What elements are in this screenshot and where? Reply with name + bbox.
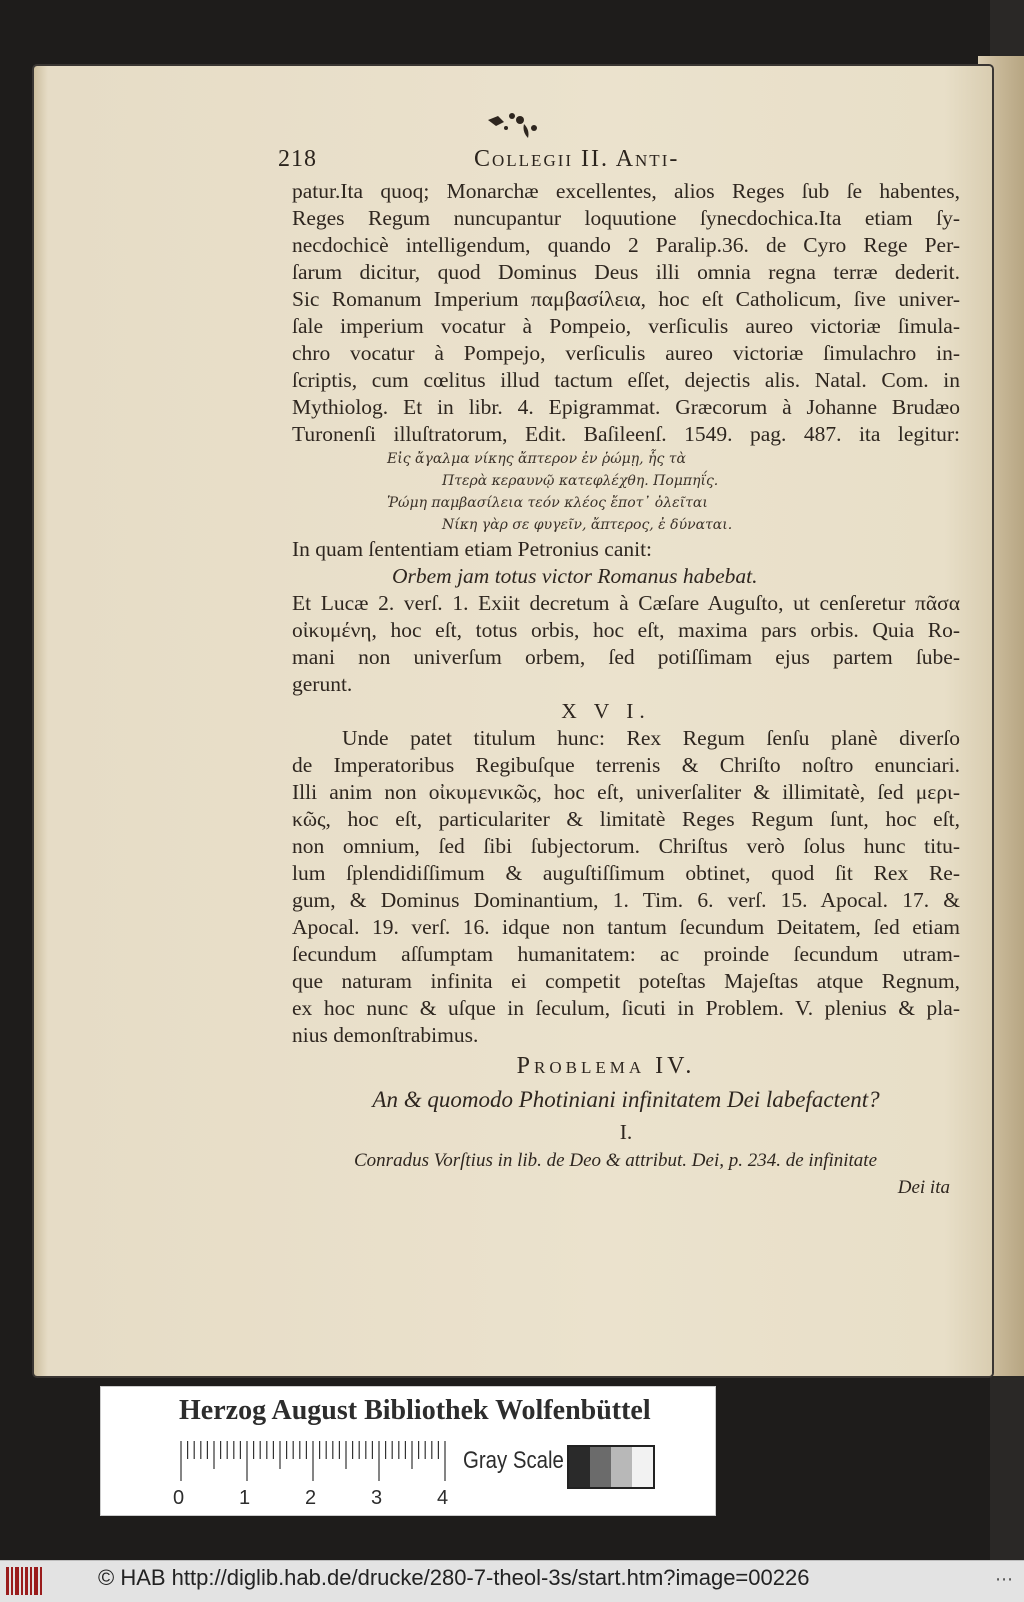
greek-verse-line: Πτερὰ κεραυνῷ κατεφλέχθη. Πομπηΐς.	[442, 473, 719, 489]
text-line: patur.Ita quoq; Monarchæ excellentes, alios Reges ſub ſe habentes,	[292, 179, 960, 203]
text-line: Unde patet titulum hunc: Rex Regum ſenſu planè diverſo	[342, 726, 960, 750]
greek-verse-line: Νίκη γὰρ σε φυγεῖν, ἄπτερος, ἐ δύναται.	[442, 517, 733, 533]
ruler-label: 3	[371, 1487, 383, 1509]
problem-number: I.	[619, 1120, 633, 1144]
text-line: ſecundum aſſumptam humanitatem: ac proinde ſecundum utram-	[292, 942, 960, 966]
body-text	[292, 178, 960, 1201]
text-line: necdochicè intelligendum, quando 2 Paralip.36. de Cyro Rege Per-	[292, 233, 960, 257]
viewer-footer	[0, 1560, 1024, 1602]
gray-swatch	[590, 1447, 611, 1487]
greek-verse-line: Εἰς ἄγαλμα νίκης ἄπτερον ἐν ῥώμῃ, ἧς τὰ	[387, 451, 686, 467]
ruler-label: 2	[305, 1487, 317, 1509]
page-header	[278, 146, 798, 178]
source-url[interactable]: © HAB http://diglib.hab.de/drucke/280-7-theol-3s/start.htm?image=00226	[98, 1565, 810, 1590]
text-line: lum ſplendidiſſimum & auguſtiſſimum obtinet, quod ſit Rex Re-	[292, 861, 960, 885]
text-line: Reges Regum nuncupantur loquutione ſynecdochica.Ita etiam ſy-	[292, 206, 960, 230]
page-number: 218	[278, 146, 317, 172]
text-line: nius demonſtrabimus.	[292, 1023, 479, 1047]
running-title: Collegii II. Anti-	[474, 146, 680, 172]
color-scale-card	[100, 1386, 716, 1516]
gray-swatches	[567, 1445, 655, 1489]
text-line: Turonenſi illuſtratorum, Edit. Baſileenſ. 1549. pag. 487. ita legitur:	[292, 422, 960, 446]
ruler-label: 4	[437, 1487, 449, 1509]
problem-question: An & quomodo Photiniani infinitatem Dei labefactent?	[372, 1087, 880, 1112]
more-icon[interactable]: ⋯	[995, 1569, 1014, 1590]
gray-swatch	[569, 1447, 590, 1487]
text-line: Sic Romanum Imperium παμβασίλεια, hoc eſt Catholicum, ſive univer-	[292, 287, 960, 311]
text-line: ſale imperium vocatur à Pompeio, verſiculis aureo victoriæ ſimula-	[292, 314, 960, 338]
catchword: Dei ita	[897, 1177, 950, 1198]
text-line: Et Lucæ 2. verſ. 1. Exiit decretum à Cæſare Auguſto, ut cenſeretur πᾶσα	[292, 591, 960, 615]
ruler-label: 0	[173, 1487, 185, 1509]
grayscale-label: Gray Scale	[463, 1447, 564, 1474]
text-line: Mythiolog. Et in libr. 4. Epigrammat. Græcorum à Johanne Brudæo	[292, 395, 960, 419]
gray-swatch	[611, 1447, 632, 1487]
printer-ornament	[484, 108, 548, 144]
text-line: de Imperatoribus Regibuſque terrenis & Chriſto noſtro enunciari.	[292, 753, 960, 777]
text-line: gum, & Dominus Dominantium, 1. Tim. 6. verſ. 15. Apocal. 17. &	[292, 888, 960, 912]
footnote: Conradus Vorſtius in lib. de Deo & attribut. Dei, p. 234. de infinitate	[354, 1150, 878, 1171]
text-line: οἰκυμένη, hoc eſt, totus orbis, hoc eſt, maxima pars orbis. Quia Ro-	[292, 618, 960, 642]
text-line: gerunt.	[292, 672, 353, 696]
text-line: Illi anim non οἰκυμενικῶς, hoc eſt, univerſaliter & illimitatè, ſed μερι-	[292, 780, 960, 804]
text-line: ſarum dicitur, quod Dominus Deus illi omnia regna terræ dederit.	[292, 260, 960, 284]
text-line: In quam ſententiam etiam Petronius canit:	[292, 537, 653, 561]
section-number: X V I.	[561, 699, 651, 723]
text-line: κῶς, hoc eſt, particulariter & limitatè Reges Regum ſunt, hoc eſt,	[292, 807, 960, 831]
text-line: non omnium, ſed ſibi ſubjectorum. Chriſtus verò ſolus hunc titu-	[292, 834, 960, 858]
greek-verse-line: Ῥώμη παμβασίλεια τεόν κλέος ἔποτ᾽ ὀλεῖται	[387, 495, 708, 511]
text-line: mani non univerſum orbem, ſed potiſſimam ejus partem ſube-	[292, 645, 960, 669]
latin-verse: Orbem jam totus victor Romanus habebat.	[392, 564, 758, 588]
text-line: Apocal. 19. verſ. 16. idque non tantum ſecundum Deitatem, ſed etiam	[292, 915, 960, 939]
gray-swatch	[632, 1447, 653, 1487]
ruler-scale	[179, 1441, 451, 1491]
library-name: Herzog August Bibliothek Wolfenbüttel	[179, 1395, 651, 1426]
problem-title: Problema IV.	[516, 1053, 696, 1079]
barcode-icon	[6, 1567, 46, 1595]
text-line: ex hoc nunc & uſque in ſeculum, ſicuti in Problem. V. plenius & pla-	[292, 996, 960, 1020]
text-line: que naturam infinita ei competit poteſtas Majeſtas atque Regnum,	[292, 969, 960, 993]
text-line: chro vocatur à Pompejo, verſiculis aureo victoriæ ſimulachro in-	[292, 341, 960, 365]
ruler-label: 1	[239, 1487, 251, 1509]
greek-epigram	[292, 448, 960, 536]
text-line: ſcriptis, cum cœlitus illud tactum eſſet, dejectis alis. Natal. Com. in	[292, 368, 960, 392]
ruler-labels	[173, 1487, 463, 1511]
